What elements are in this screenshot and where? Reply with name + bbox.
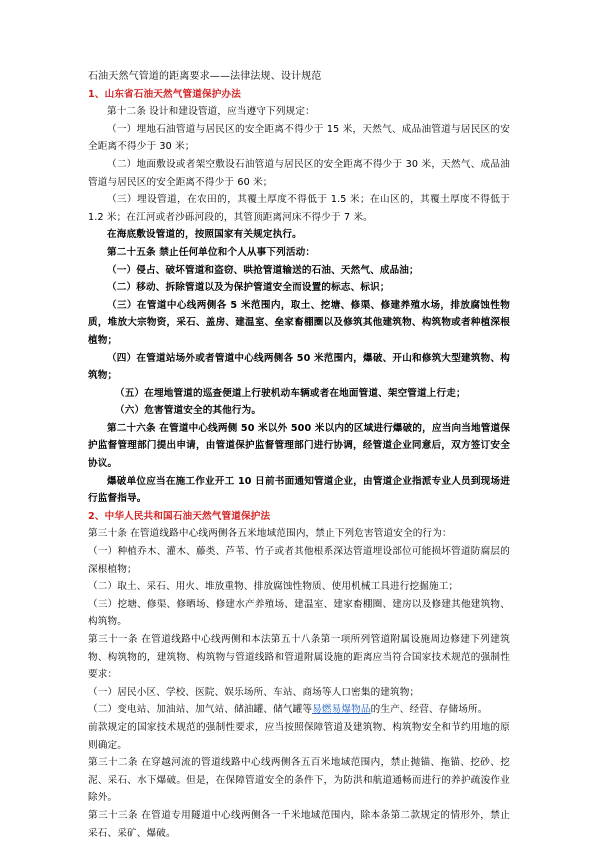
article-12-item-2: （二）地面敷设或者架空敷设石油管道与居民区的安全距离不得少于 30 米，天然气、成品油管道与居民区的安全距离不得少于 60 米； xyxy=(88,158,510,188)
article-12-item-3: （三）埋设管道，在农田的，其覆土厚度不得低于 1.5 米；在山区的，其覆土厚度不得低于 1.2 米；在江河或者沙砾河段的，其管顶距离河床不得少于 7 米。 xyxy=(88,194,510,223)
document-page xyxy=(88,68,510,842)
article-25-item-6: （六）危害管道安全的其他行为。 xyxy=(115,405,262,417)
hazardous-materials-link[interactable]: 易燃易爆物品 xyxy=(312,704,371,716)
article-25-item-5: （五）在埋地管道的巡查便道上行驶机动车辆或者在地面管道、架空管道上行走； xyxy=(115,387,466,399)
article-30-item-3: （三）挖塘、修渠、修晒场、修建水产养殖场、建温室、建家畜棚圈、建房以及修建其他建筑物、构筑物。 xyxy=(88,598,510,628)
article-30: 第三十条 在管道线路中心线两侧各五米地域范围内，禁止下列危害管道安全的行为： xyxy=(88,528,452,540)
article-31: 第三十一条 在管道线路中心线两侧和本法第五十八条第一项所列管道附属设施周边修建下列建筑物、构筑物的，建筑物、构筑物与管道线路和管道附属设施的距离应当符合国家技术规范的强制性要求： xyxy=(88,634,510,681)
article-25-item-1: （一）侵占、破坏管道和盗窃、哄抢管道输送的石油、天然气、成品油； xyxy=(107,264,419,276)
article-26: 第二十六条 在管道中心线两侧 50 米以外 500 米以内的区域进行爆破的，应当向当地管道保护监督管理部门提出申请，由管道保护监督管理部门进行协调，经管道企业同意后，双方签订安全协议。 xyxy=(88,422,510,470)
article-31-item-2-tail: 的生产、经营、存储场所。 xyxy=(370,704,488,716)
article-33: 第三十三条 在管道专用隧道中心线两侧各一千米地域范围内，除本条第二款规定的情形外，禁止采石、采矿、爆破。 xyxy=(88,809,510,839)
article-25-item-2: （二）移动、拆除管道以及为保护管道安全而设置的标志、标识； xyxy=(107,282,390,294)
article-26-notice: 爆破单位应当在施工作业开工 10 日前书面通知管道企业，由管道企业指派专业人员到现场进行监督指导。 xyxy=(88,475,510,505)
article-25-item-4: （四）在管道站场外或者管道中心线两侧各 50 米范围内，爆破、开山和修筑大型建筑物、构筑物； xyxy=(88,352,510,382)
article-25: 第二十五条 禁止任何单位和个人从事下列活动： xyxy=(107,246,316,258)
article-32: 第三十二条 在穿越河流的管道线路中心线两侧各五百米地域范围内，禁止抛锚、拖锚、挖砂、挖泥、采石、水下爆破。但是，在保障管道安全的条件下，为防洪和航道通畅而进行的养护疏浚作业除外。 xyxy=(88,757,510,804)
article-25-item-3: （三）在管道中心线两侧各 5 米范围内，取土、挖塘、修渠、修建养殖水场，排放腐蚀性物质，堆放大宗物资，采石、盖房、建温室、垒家畜棚圈以及修筑其他建筑物、构筑物或者种植深根植物； xyxy=(88,299,510,346)
article-31-item-2-text: （二）变电站、加油站、加气站、储油罐、储气罐等 xyxy=(88,704,313,716)
article-31-item-2 xyxy=(88,701,510,719)
article-30-item-2: （二）取土、采石、用火、堆放重物、排放腐蚀性物质、使用机械工具进行挖掘施工； xyxy=(88,581,459,593)
article-12: 第十二条 设计和建设管道，应当遵守下列规定： xyxy=(107,106,315,118)
article-12-seabed: 在海底敷设管道的，按照国家有关规定执行。 xyxy=(107,229,302,241)
section-heading-shandong: 1、山东省石油天然气管道保护办法 xyxy=(88,88,241,100)
document-title: 石油天然气管道的距离要求——法律法规、设计规范 xyxy=(88,71,322,82)
article-31-item-1: （一）居民小区、学校、医院、娱乐场所、车站、商场等人口密集的建筑物； xyxy=(88,686,420,698)
section-heading-national-law: 2、中华人民共和国石油天然气管道保护法 xyxy=(88,510,271,522)
article-12-item-1: （一）埋地石油管道与居民区的安全距离不得少于 15 米，天然气、成品油管道与居民区的安全距离不得少于 30 米； xyxy=(88,123,510,153)
article-30-item-1: （一）种植乔木、灌木、藤类、芦苇、竹子或者其他根系深达管道埋设部位可能损坏管道防腐层的深根植物； xyxy=(88,546,510,575)
article-31-note: 前款规定的国家技术规范的强制性要求，应当按照保障管道及建筑物、构筑物安全和节约用地的原则确定。 xyxy=(88,721,510,751)
